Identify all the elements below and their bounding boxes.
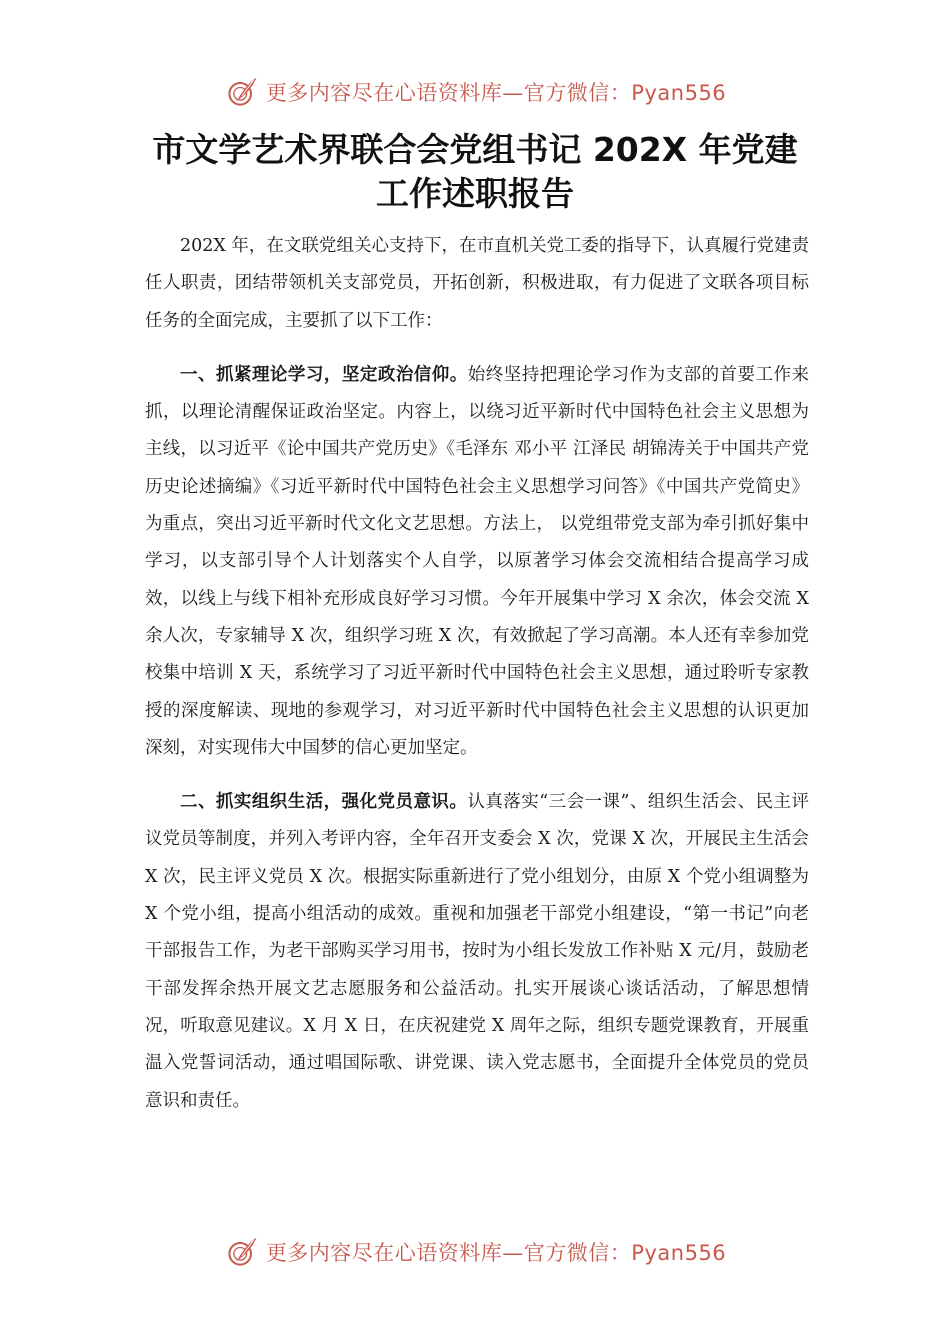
document-body [145,228,809,1137]
watermark-footer [0,1232,950,1272]
watermark-text: 更多内容尽在心语资料库—官方微信：Pyan556 [265,1241,727,1265]
watermark-header [0,72,950,112]
section-heading-2: 二、抓实组织生活，强化党员意识。 [180,792,468,813]
watermark-text: 更多内容尽在心语资料库—官方微信：Pyan556 [265,81,727,105]
quill-logo-icon [224,1234,260,1270]
section-body-1: 始终坚持把理论学习作为支部的首要工作来抓，以理论清醒保证政治坚定。内容上，以绕习近平新时代中国特色社会主义思想为主线，以习近平《论中国共产党历史》《毛泽东 邓小平 江泽民 胡锦涛关于中国共产党历史论述摘编》《习近平新时代中国特色社会主义思想学习问答》《中国共产党简史》为重点，突出习近平新时代文化文艺思想。方法上， 以党组带党支部为牵引抓好集中学习，以支部引导个人计划落实个人自学，以原著学习体会交流相结合提高学习成效，以线上与线下相补充形成良好学习习惯。今年开展集中学习 X 余次，体会交流 X 余人次，专家辅导 X 次，组织学习班 X 次，有效掀起了学习高潮。本人还有幸参加党校集中培训 X 天，系统学习了习近平新时代中国特色社会主义思想，通过聆听专家教授的深度解读、现地的参观学习，对习近平新时代中国特色社会主义思想的认识更加深刻，对实现伟大中国梦的信心更加坚定。 [145,364,809,758]
intro-paragraph: 202X 年，在文联党组关心支持下，在市直机关党工委的指导下，认真履行党建责任人职责，团结带领机关支部党员，开拓创新，积极进取，有力促进了文联各项目标任务的全面完成，主要抓了以下工作： [145,236,809,331]
title-line-1: 市文学艺术界联合会党组书记 202X 年党建 [152,130,798,169]
quill-logo-icon [224,74,260,110]
title-line-2: 工作述职报告 [376,174,574,213]
section-heading-1: 一、抓紧理论学习，坚定政治信仰。 [180,364,468,385]
document-title [100,128,850,216]
section-body-2: 认真落实“三会一课”、组织生活会、民主评议党员等制度，并列入考评内容，全年召开支委会 X 次，党课 X 次，开展民主生活会 X 次，民主评义党员 X 次。根据实际重新进行了党小组划分，由原 X 个党小组调整为 X 个党小组，提高小组活动的成效。重视和加强老干部党小组建设，“第一书记”向老干部报告工作，为老干部购买学习用书，按时为小组长发放工作补贴 X 元/月，鼓励老干部发挥余热开展文艺志愿服务和公益活动。扎实开展谈心谈话活动，了解思想情况，听取意见建议。X 月 X 日，在庆祝建党 X 周年之际，组织专题党课教育，开展重温入党誓词活动，通过唱国际歌、讲党课、读入党志愿书，全面提升全体党员的党员意识和责任。 [145,792,809,1111]
section-paragraph-2 [145,784,809,1120]
section-paragraph-1 [145,357,809,767]
